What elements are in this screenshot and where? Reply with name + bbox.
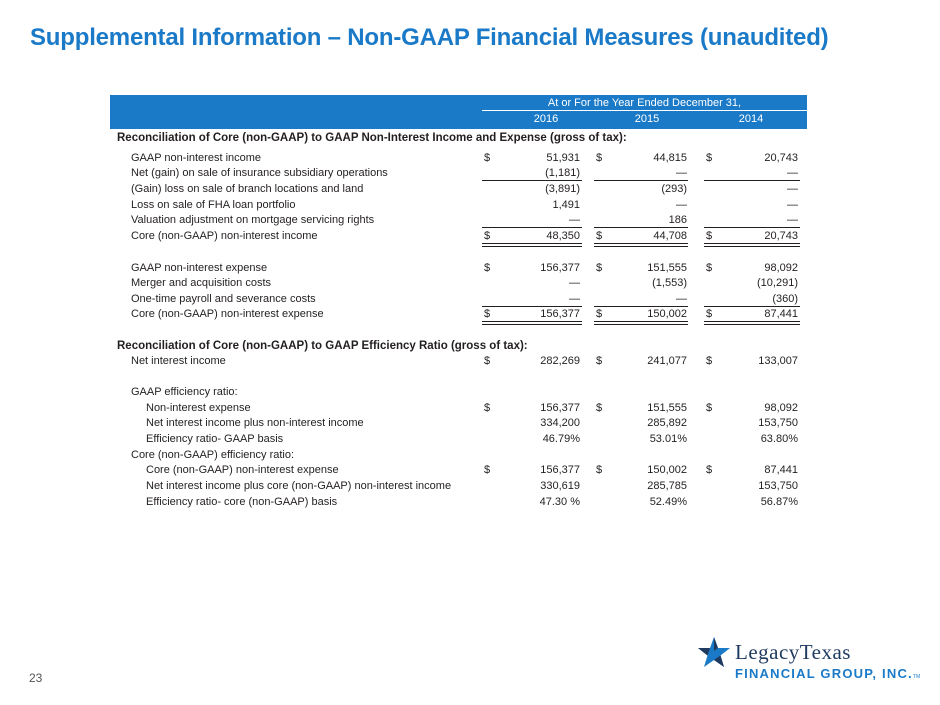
currency-symbol: $ — [484, 262, 491, 274]
table-row — [0, 401, 940, 416]
page-number: 23 — [29, 671, 43, 685]
row-label: Efficiency ratio- GAAP basis — [146, 433, 284, 445]
cell-value-2016: 1,491 — [552, 199, 580, 211]
year-2016: 2016 — [533, 113, 559, 125]
star-icon — [697, 636, 731, 670]
currency-symbol: $ — [596, 308, 603, 320]
cell-value-2014: 87,441 — [764, 308, 798, 320]
currency-symbol: $ — [706, 262, 713, 274]
row-label: Valuation adjustment on mortgage servicing rights — [131, 214, 375, 226]
row-label: Non-interest expense — [146, 402, 251, 414]
cell-value-2015: (1,553) — [652, 277, 687, 289]
cell-value-2014: 133,007 — [758, 355, 798, 367]
table-row — [0, 151, 940, 166]
currency-symbol: $ — [706, 355, 713, 367]
cell-value-2014: — — [787, 183, 798, 195]
cell-value-2015: 44,708 — [653, 230, 687, 242]
cell-value-2014: 87,441 — [764, 464, 798, 476]
cell-value-2015: — — [676, 199, 687, 211]
cell-value-2014: 56.87% — [760, 496, 798, 508]
cell-value-2016: 51,931 — [546, 152, 580, 164]
table-row — [0, 448, 940, 463]
cell-value-2014: — — [787, 214, 798, 226]
cell-value-2014: — — [787, 199, 798, 211]
table-row — [0, 166, 940, 181]
cell-value-2015: 150,002 — [647, 308, 687, 320]
currency-symbol: $ — [596, 355, 603, 367]
total-double-rule — [594, 243, 688, 247]
table-row — [0, 463, 940, 478]
cell-value-2014: 153,750 — [758, 417, 798, 429]
total-double-rule — [482, 243, 582, 247]
table-row — [0, 292, 940, 307]
cell-value-2014: (10,291) — [757, 277, 798, 289]
cell-value-2015: 285,892 — [647, 417, 687, 429]
logo-subtitle: FINANCIAL GROUP, INC. — [735, 666, 913, 681]
cell-value-2016: 330,619 — [540, 480, 580, 492]
currency-symbol: $ — [484, 152, 491, 164]
currency-symbol: $ — [596, 402, 603, 414]
cell-value-2015: 151,555 — [647, 402, 687, 414]
row-label: Net interest income plus non-interest income — [146, 417, 364, 429]
currency-symbol: $ — [596, 262, 603, 274]
row-label: Core (non-GAAP) non-interest expense — [146, 464, 339, 476]
cell-value-2016: — — [569, 277, 580, 289]
row-label: Merger and acquisition costs — [131, 277, 272, 289]
currency-symbol: $ — [596, 152, 603, 164]
row-label: (Gain) loss on sale of branch locations and land — [131, 183, 364, 195]
row-label: Efficiency ratio- core (non-GAAP) basis — [146, 496, 338, 508]
subtotal-rule — [594, 180, 688, 181]
currency-symbol: $ — [706, 230, 713, 242]
row-label: GAAP non-interest expense — [131, 262, 268, 274]
table-row — [0, 479, 940, 494]
cell-value-2016: — — [569, 293, 580, 305]
currency-symbol: $ — [706, 152, 713, 164]
cell-value-2015: 151,555 — [647, 262, 687, 274]
subtotal-rule — [482, 227, 582, 228]
cell-value-2015: 241,077 — [647, 355, 687, 367]
currency-symbol: $ — [484, 308, 491, 320]
section-heading-label: Reconciliation of Core (non-GAAP) to GAAP Efficiency Ratio (gross of tax): — [117, 340, 528, 352]
row-label: GAAP non-interest income — [131, 152, 262, 164]
table-row — [0, 432, 940, 447]
cell-value-2016: (3,891) — [545, 183, 580, 195]
cell-value-2016: 48,350 — [546, 230, 580, 242]
table-row — [0, 261, 940, 276]
table-row — [0, 182, 940, 197]
currency-symbol: $ — [706, 464, 713, 476]
cell-value-2015: 53.01% — [649, 433, 687, 445]
table-row — [0, 198, 940, 213]
company-logo — [695, 634, 925, 689]
row-label: GAAP efficiency ratio: — [131, 386, 238, 398]
currency-symbol: $ — [484, 464, 491, 476]
section-heading-label: Reconciliation of Core (non-GAAP) to GAAP Non-Interest Income and Expense (gross of tax): — [117, 132, 627, 144]
row-label: Net interest income plus core (non-GAAP) non-interest income — [146, 480, 452, 492]
currency-symbol: $ — [484, 402, 491, 414]
cell-value-2014: 20,743 — [764, 230, 798, 242]
currency-symbol: $ — [706, 308, 713, 320]
row-label: Core (non-GAAP) non-interest income — [131, 230, 318, 242]
currency-symbol: $ — [484, 230, 491, 242]
section-heading — [0, 339, 940, 354]
row-label: Net (gain) on sale of insurance subsidiary operations — [131, 167, 388, 179]
table-row — [0, 416, 940, 431]
table-row — [0, 495, 940, 510]
currency-symbol: $ — [484, 355, 491, 367]
cell-value-2015: 44,815 — [653, 152, 687, 164]
logo-name: LegacyTexas — [735, 640, 851, 664]
currency-symbol: $ — [596, 230, 603, 242]
cell-value-2014: 98,092 — [764, 402, 798, 414]
cell-value-2016: 156,377 — [540, 402, 580, 414]
cell-value-2014: 98,092 — [764, 262, 798, 274]
cell-value-2016: 334,200 — [540, 417, 580, 429]
subtotal-rule — [704, 227, 800, 228]
row-label: Loss on sale of FHA loan portfolio — [131, 199, 296, 211]
cell-value-2014: — — [787, 167, 798, 179]
row-label: Net interest income — [131, 355, 226, 367]
cell-value-2016: (1,181) — [545, 167, 580, 179]
currency-symbol: $ — [706, 402, 713, 414]
total-double-rule — [482, 321, 582, 325]
cell-value-2015: 186 — [668, 214, 687, 226]
cell-value-2016: — — [569, 214, 580, 226]
table-row — [0, 229, 940, 244]
cell-value-2014: 63.80% — [760, 433, 798, 445]
cell-value-2014: (360) — [772, 293, 798, 305]
section-heading — [0, 131, 940, 146]
cell-value-2014: 20,743 — [764, 152, 798, 164]
subtotal-rule — [594, 227, 688, 228]
page-title: Supplemental Information – Non-GAAP Financial Measures (unaudited) — [30, 24, 829, 51]
total-double-rule — [594, 321, 688, 325]
currency-symbol: $ — [596, 464, 603, 476]
table-row — [0, 307, 940, 322]
logo-trademark: TM — [913, 674, 921, 680]
cell-value-2016: 156,377 — [540, 308, 580, 320]
table-row — [0, 213, 940, 228]
total-double-rule — [704, 243, 800, 247]
subtotal-rule — [704, 180, 800, 181]
cell-value-2015: — — [676, 293, 687, 305]
year-2014: 2014 — [738, 113, 764, 125]
cell-value-2016: 282,269 — [540, 355, 580, 367]
cell-value-2016: 47.30 % — [539, 496, 580, 508]
table-row — [0, 354, 940, 369]
year-2015: 2015 — [634, 113, 660, 125]
cell-value-2016: 46.79% — [542, 433, 580, 445]
cell-value-2015: — — [676, 167, 687, 179]
cell-value-2015: 285,785 — [647, 480, 687, 492]
row-label: Core (non-GAAP) non-interest expense — [131, 308, 324, 320]
cell-value-2015: 150,002 — [647, 464, 687, 476]
table-row — [0, 276, 940, 291]
table-row — [0, 385, 940, 400]
subtotal-rule — [482, 180, 582, 181]
total-double-rule — [704, 321, 800, 325]
table-header — [110, 95, 807, 129]
cell-value-2016: 156,377 — [540, 262, 580, 274]
row-label: One-time payroll and severance costs — [131, 293, 316, 305]
period-label: At or For the Year Ended December 31, — [482, 97, 807, 111]
cell-value-2016: 156,377 — [540, 464, 580, 476]
cell-value-2014: 153,750 — [758, 480, 798, 492]
cell-value-2015: (293) — [661, 183, 687, 195]
row-label: Core (non-GAAP) efficiency ratio: — [131, 449, 295, 461]
cell-value-2015: 52.49% — [649, 496, 687, 508]
